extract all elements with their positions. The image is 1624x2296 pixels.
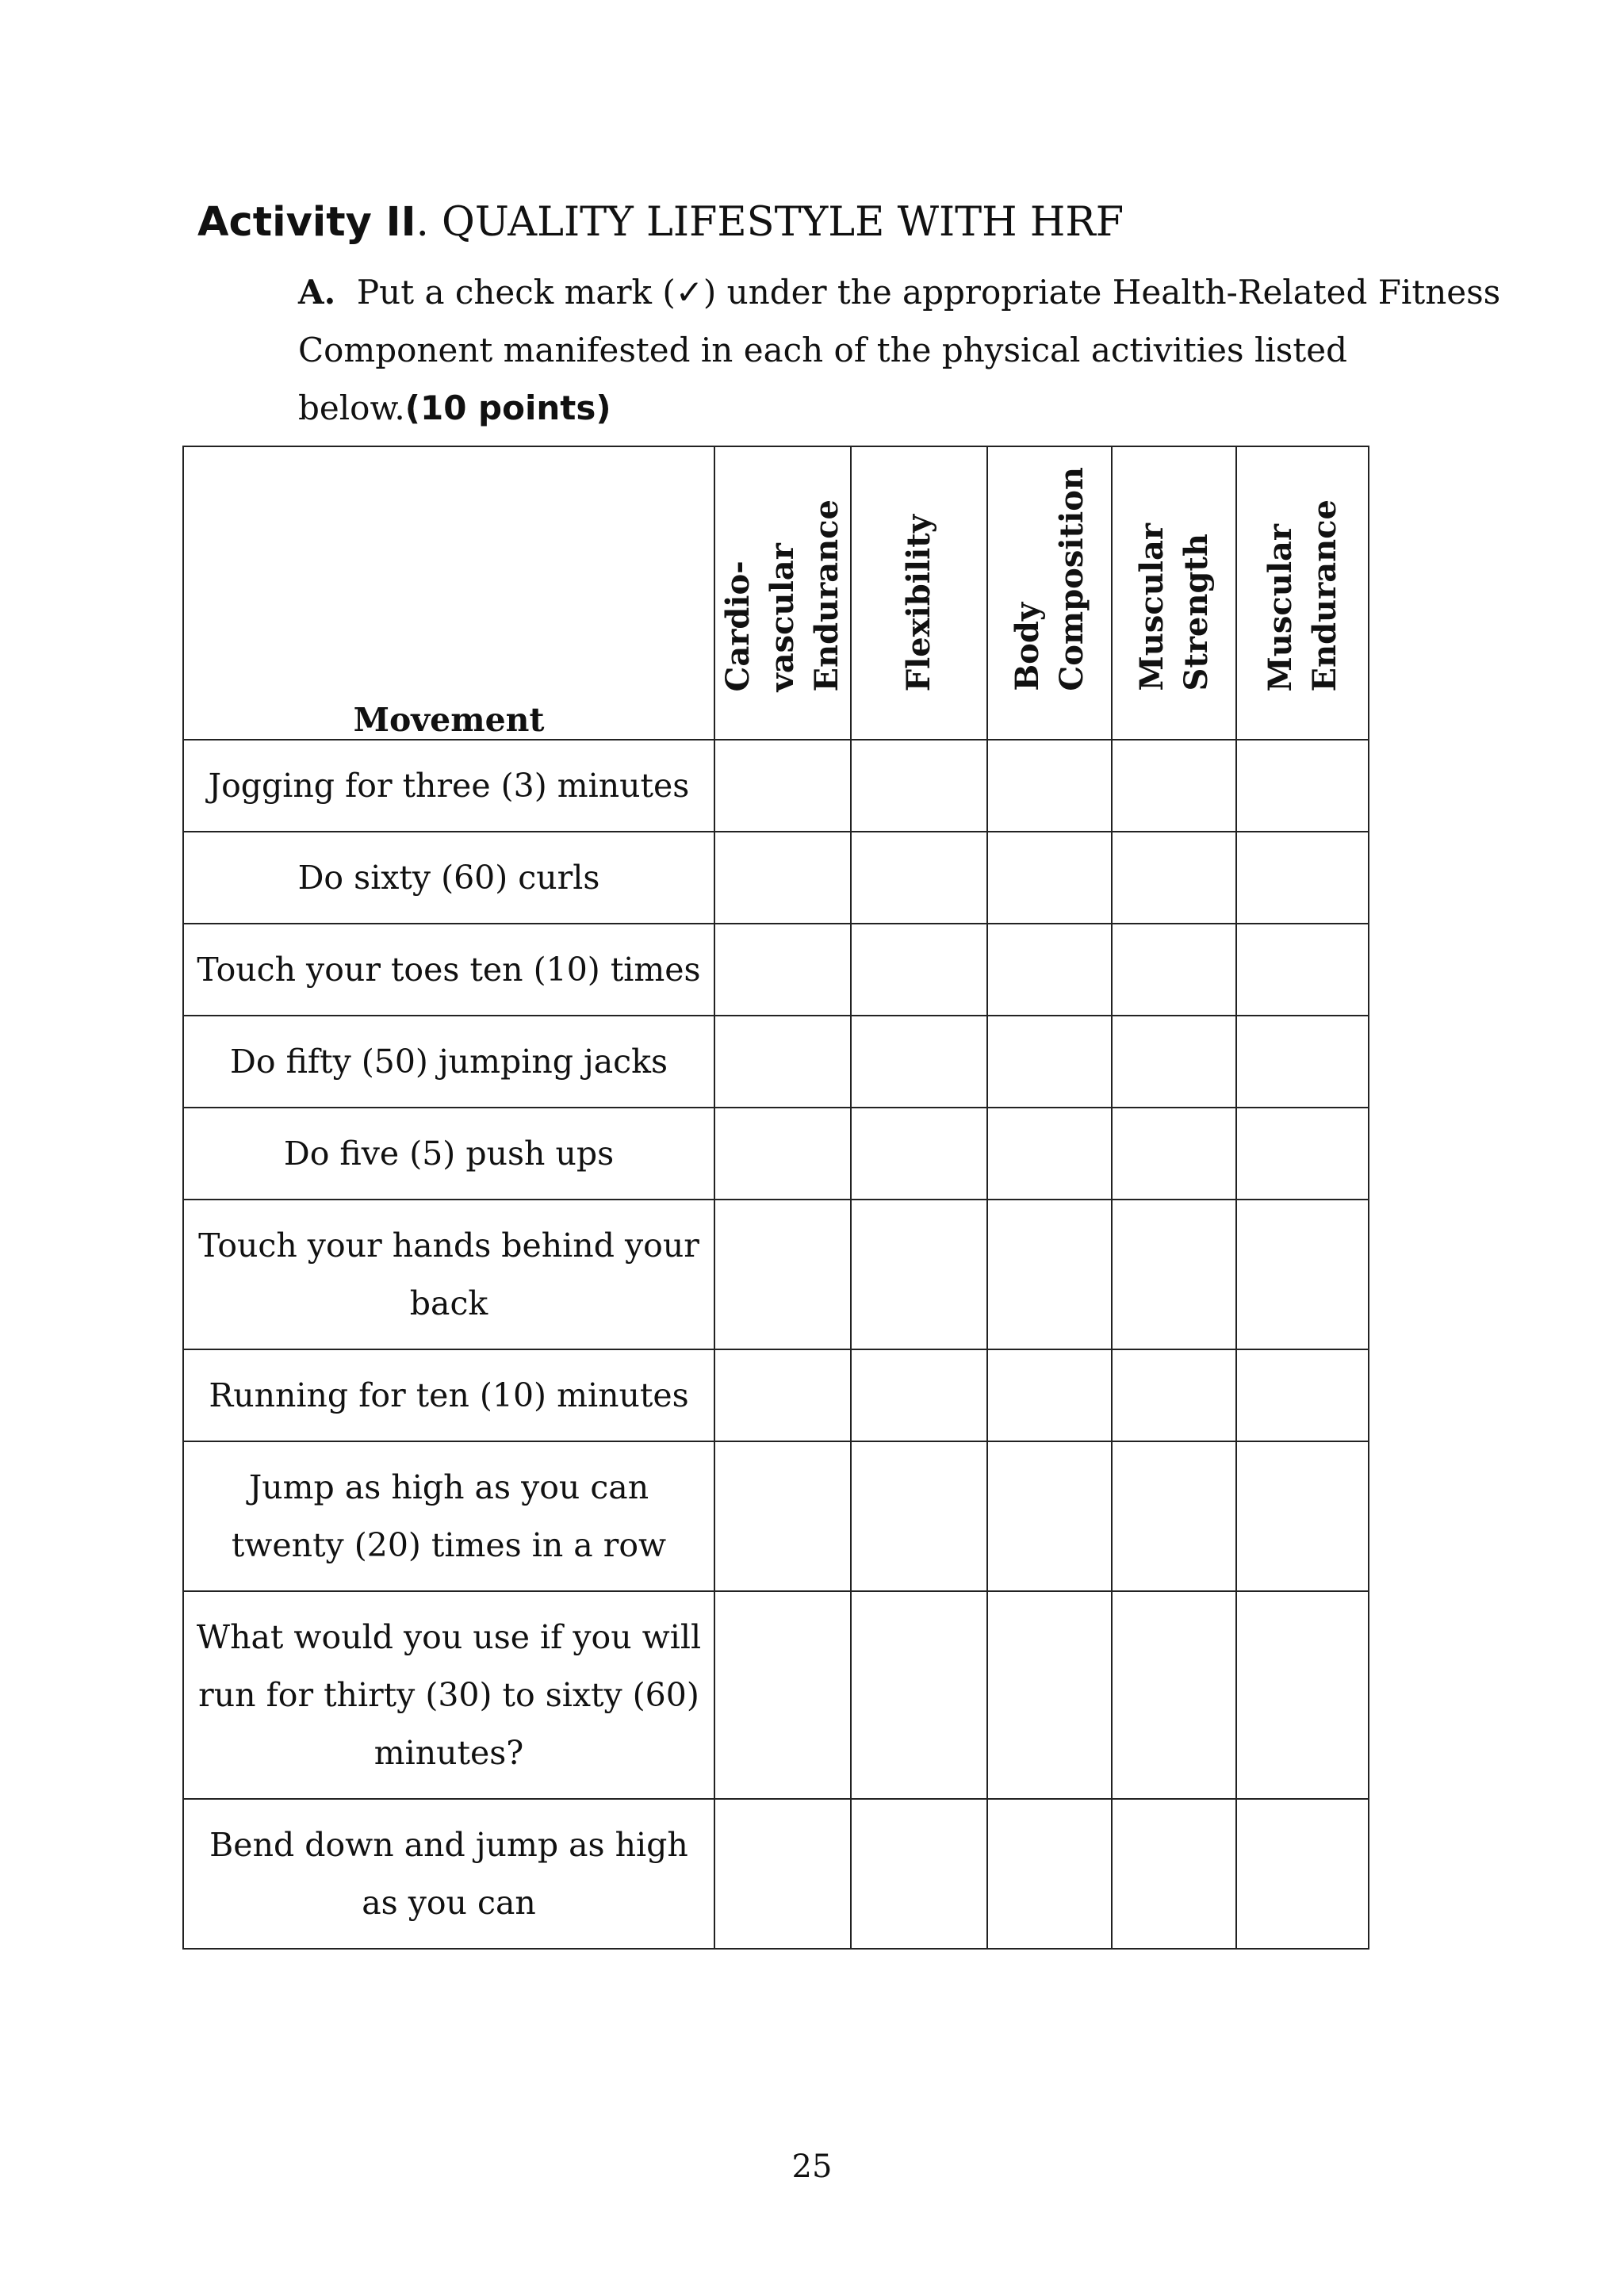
header-label: Muscular Endurance bbox=[1261, 499, 1343, 691]
movement-text: minutes? bbox=[373, 1733, 524, 1772]
check-cell[interactable] bbox=[1112, 1799, 1236, 1949]
check-cell[interactable] bbox=[1112, 1591, 1236, 1799]
check-cell[interactable] bbox=[1236, 1441, 1369, 1591]
table-row bbox=[183, 1799, 1369, 1949]
check-cell[interactable] bbox=[714, 1108, 851, 1200]
movement-text: Jump as high as you can bbox=[248, 1468, 649, 1506]
check-cell[interactable] bbox=[851, 740, 987, 832]
check-cell[interactable] bbox=[1112, 1200, 1236, 1349]
movement-text: Touch your hands behind your bbox=[198, 1226, 699, 1265]
check-cell[interactable] bbox=[714, 1349, 851, 1441]
table-row bbox=[183, 1200, 1369, 1349]
header-label: Muscular Strength bbox=[1132, 523, 1215, 691]
check-cell[interactable] bbox=[1236, 1349, 1369, 1441]
movement-text: Touch your toes ten (10) times bbox=[197, 950, 701, 989]
movement-cell bbox=[183, 1441, 714, 1591]
check-cell[interactable] bbox=[1236, 1200, 1369, 1349]
check-cell[interactable] bbox=[1112, 924, 1236, 1016]
header-muscular-strength bbox=[1112, 446, 1236, 740]
instruction-line-1 bbox=[298, 263, 1501, 321]
check-cell[interactable] bbox=[1236, 1591, 1369, 1799]
movement-text: Jogging for three (3) minutes bbox=[208, 766, 690, 805]
table-row bbox=[183, 924, 1369, 1016]
check-cell[interactable] bbox=[851, 1799, 987, 1949]
table-body bbox=[183, 740, 1369, 1949]
instruction-line-3 bbox=[298, 379, 1456, 437]
table-row bbox=[183, 1349, 1369, 1441]
check-cell[interactable] bbox=[987, 1349, 1112, 1441]
check-cell[interactable] bbox=[851, 1016, 987, 1108]
movement-cell bbox=[183, 740, 714, 832]
instruction-points: (10 points) bbox=[404, 388, 611, 427]
check-cell[interactable] bbox=[714, 1441, 851, 1591]
table-row bbox=[183, 1591, 1369, 1799]
check-cell[interactable] bbox=[1236, 832, 1369, 924]
movement-text: Bend down and jump as high bbox=[209, 1825, 688, 1864]
check-cell[interactable] bbox=[851, 1349, 987, 1441]
check-cell[interactable] bbox=[1112, 832, 1236, 924]
table-row bbox=[183, 1108, 1369, 1200]
check-cell[interactable] bbox=[1112, 1349, 1236, 1441]
movement-text: What would you use if you will bbox=[196, 1617, 702, 1656]
movement-cell bbox=[183, 1591, 714, 1799]
instruction-label: A. bbox=[298, 273, 336, 312]
check-cell[interactable] bbox=[1112, 1016, 1236, 1108]
header-flexibility bbox=[851, 446, 987, 740]
check-cell[interactable] bbox=[987, 1591, 1112, 1799]
check-cell[interactable] bbox=[714, 1799, 851, 1949]
header-label: Flexibility bbox=[900, 514, 937, 691]
check-cell[interactable] bbox=[1236, 924, 1369, 1016]
check-cell[interactable] bbox=[1112, 740, 1236, 832]
check-cell[interactable] bbox=[851, 1591, 987, 1799]
check-cell[interactable] bbox=[851, 1108, 987, 1200]
table-row bbox=[183, 740, 1369, 832]
instruction-line-3-text: below. bbox=[298, 388, 405, 427]
movement-cell bbox=[183, 832, 714, 924]
movement-header: Movement bbox=[183, 446, 714, 740]
check-cell[interactable] bbox=[851, 832, 987, 924]
header-cardiovascular-endurance bbox=[714, 446, 851, 740]
check-cell[interactable] bbox=[987, 1016, 1112, 1108]
check-cell[interactable] bbox=[714, 740, 851, 832]
check-cell[interactable] bbox=[714, 1200, 851, 1349]
activity-title-text: . QUALITY LIFESTYLE WITH HRF bbox=[416, 199, 1124, 246]
check-cell[interactable] bbox=[1236, 1108, 1369, 1200]
check-cell[interactable] bbox=[714, 1591, 851, 1799]
movement-text: Do fifty (50) jumping jacks bbox=[229, 1042, 668, 1081]
check-cell[interactable] bbox=[987, 1441, 1112, 1591]
header-muscular-endurance bbox=[1236, 446, 1369, 740]
check-cell[interactable] bbox=[1236, 740, 1369, 832]
movement-cell bbox=[183, 1349, 714, 1441]
movement-text: Running for ten (10) minutes bbox=[209, 1376, 689, 1414]
table-row bbox=[183, 1016, 1369, 1108]
movement-cell bbox=[183, 1799, 714, 1949]
movement-text: run for thirty (30) to sixty (60) bbox=[198, 1675, 699, 1714]
check-cell[interactable] bbox=[987, 832, 1112, 924]
movement-cell bbox=[183, 1108, 714, 1200]
check-cell[interactable] bbox=[987, 924, 1112, 1016]
check-cell[interactable] bbox=[987, 1799, 1112, 1949]
hrf-table bbox=[182, 446, 1369, 1950]
check-cell[interactable] bbox=[714, 832, 851, 924]
movement-text: back bbox=[409, 1284, 488, 1322]
page-number: 25 bbox=[791, 2149, 833, 2185]
check-cell[interactable] bbox=[851, 924, 987, 1016]
movement-text: Do sixty (60) curls bbox=[297, 858, 600, 897]
movement-cell bbox=[183, 924, 714, 1016]
header-label: Cardio- vascular Endurance bbox=[719, 499, 845, 691]
movement-text: Do five (5) push ups bbox=[283, 1134, 615, 1173]
movement-text: as you can bbox=[362, 1883, 536, 1922]
check-cell[interactable] bbox=[1236, 1799, 1369, 1949]
check-cell[interactable] bbox=[1112, 1441, 1236, 1591]
check-cell[interactable] bbox=[851, 1200, 987, 1349]
check-cell[interactable] bbox=[851, 1441, 987, 1591]
instructions bbox=[298, 263, 1501, 437]
instruction-line-2: Component manifested in each of the physical activities listed bbox=[298, 331, 1347, 369]
check-cell[interactable] bbox=[1236, 1016, 1369, 1108]
check-cell[interactable] bbox=[987, 1200, 1112, 1349]
check-cell[interactable] bbox=[987, 740, 1112, 832]
activity-label: Activity II bbox=[197, 199, 416, 246]
movement-cell bbox=[183, 1016, 714, 1108]
check-cell[interactable] bbox=[1112, 1108, 1236, 1200]
header-label: Body Composition bbox=[1008, 467, 1090, 691]
instruction-line-1-text: Put a check mark (✓) under the appropriate Health-Related Fitness bbox=[356, 273, 1501, 312]
check-cell[interactable] bbox=[987, 1108, 1112, 1200]
check-cell[interactable] bbox=[714, 1016, 851, 1108]
header-body-composition bbox=[987, 446, 1112, 740]
table-row bbox=[183, 832, 1369, 924]
table-row bbox=[183, 1441, 1369, 1591]
movement-cell bbox=[183, 1200, 714, 1349]
movement-text: twenty (20) times in a row bbox=[231, 1525, 667, 1564]
check-cell[interactable] bbox=[714, 924, 851, 1016]
activity-title bbox=[197, 197, 1124, 249]
header-row bbox=[183, 446, 1369, 740]
